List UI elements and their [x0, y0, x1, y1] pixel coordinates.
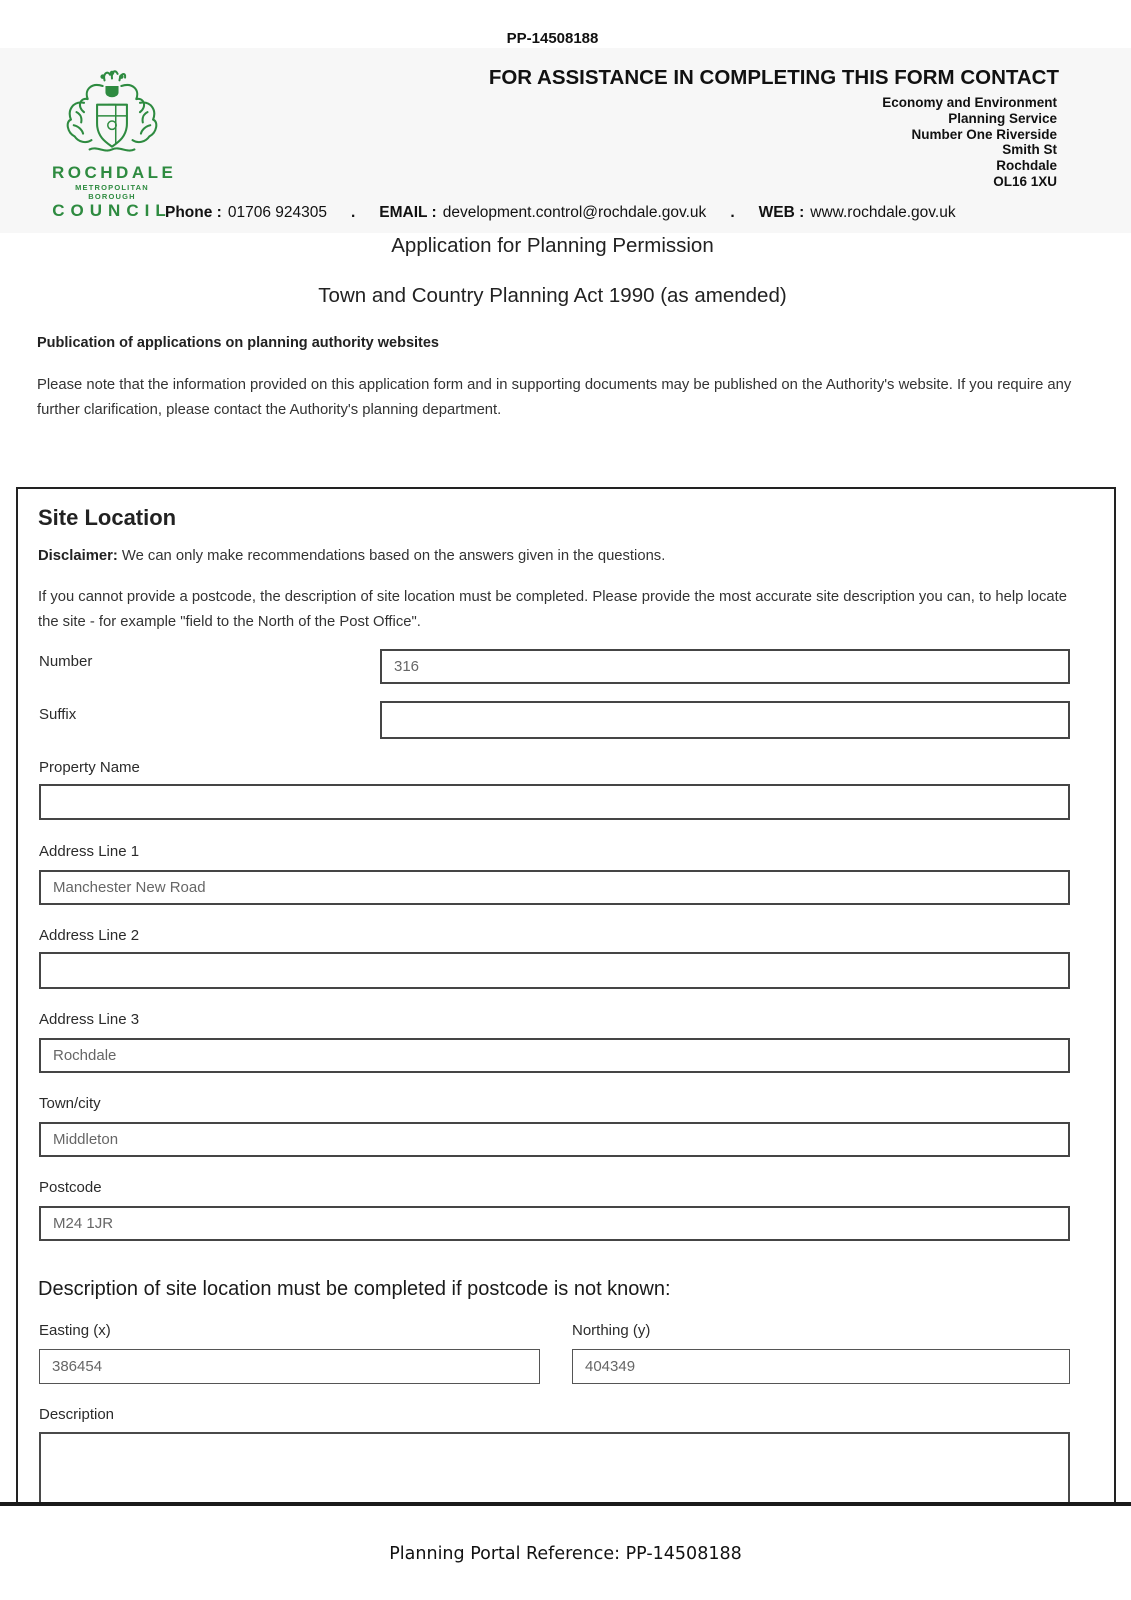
- page-break-separator: [0, 1502, 1131, 1506]
- site-location-section: [16, 487, 1116, 1503]
- property-name-input[interactable]: [39, 784, 1070, 820]
- postcode-input[interactable]: [39, 1206, 1070, 1241]
- assistance-title: FOR ASSISTANCE IN COMPLETING THIS FORM CONTACT: [488, 66, 1059, 89]
- address-line: Planning Service: [948, 110, 1057, 126]
- disclaimer-label: Disclaimer:: [38, 548, 118, 564]
- address-line-1-label: Address Line 1: [39, 843, 140, 860]
- town-city-label: Town/city: [39, 1095, 101, 1112]
- disclaimer-text: [38, 548, 665, 564]
- phone-value: 01706 924305: [227, 204, 327, 221]
- address-line-1-input[interactable]: [39, 870, 1070, 905]
- postcode-label: Postcode: [39, 1179, 102, 1196]
- phone-label: Phone :: [165, 204, 222, 221]
- email-label: EMAIL :: [379, 204, 437, 221]
- separator-dot: .: [350, 204, 356, 221]
- planning-portal-reference-footer: Planning Portal Reference: PP-14508188: [389, 1544, 742, 1564]
- disclaimer-body: We can only make recommendations based on the answers given in the questions.: [117, 548, 666, 564]
- rochdale-council-logo: [52, 66, 177, 221]
- number-label: Number: [39, 653, 93, 670]
- email-value: development.control@rochdale.gov.uk: [442, 204, 707, 221]
- town-city-input[interactable]: [39, 1122, 1070, 1157]
- property-name-label: Property Name: [39, 759, 140, 776]
- site-location-intro: If you cannot provide a postcode, the description of site location must be completed. Please provide the most accurate site description you can, to help locate the site - for example "field to the North of the Post Office".: [38, 589, 1067, 630]
- site-location-heading: Site Location: [38, 505, 177, 530]
- logo-text-rochdale: ROCHDALE: [52, 163, 177, 182]
- suffix-input[interactable]: [380, 701, 1070, 739]
- contact-line: [165, 204, 1065, 222]
- address-line-2-input[interactable]: [39, 952, 1070, 989]
- address-line-2-label: Address Line 2: [39, 927, 140, 944]
- description-label: Description: [39, 1406, 115, 1423]
- northing-label: Northing (y): [572, 1322, 651, 1339]
- logo-text-metropolitan-borough: METROPOLITAN BOROUGH: [75, 183, 149, 201]
- easting-input[interactable]: [39, 1349, 540, 1384]
- publication-body: Please note that the information provided on this application form and in supporting documents may be published on the Authority's website. If you require any further clarification, please contact the Authority's planning department.: [37, 377, 1072, 418]
- address-line: OL16 1XU: [993, 173, 1057, 189]
- suffix-label: Suffix: [39, 706, 77, 723]
- web-label: WEB :: [758, 204, 805, 221]
- easting-label: Easting (x): [39, 1322, 111, 1339]
- address-line: Number One Riverside: [911, 126, 1057, 142]
- address-line-3-label: Address Line 3: [39, 1011, 140, 1028]
- description-textarea[interactable]: [39, 1432, 1070, 1503]
- address-line: Smith St: [1002, 142, 1057, 158]
- number-input[interactable]: [380, 649, 1070, 684]
- logo-text-council: COUNCIL: [52, 201, 172, 220]
- address-line-3-input[interactable]: [39, 1038, 1070, 1073]
- address-line: Rochdale: [996, 158, 1057, 174]
- address-line: Economy and Environment: [882, 95, 1057, 110]
- form-title: Application for Planning Permission: [391, 234, 714, 257]
- separator-dot: .: [730, 204, 735, 221]
- web-value: www.rochdale.gov.uk: [810, 204, 956, 221]
- publication-heading: Publication of applications on planning authority websites: [37, 335, 439, 351]
- northing-input[interactable]: [572, 1349, 1070, 1384]
- form-subtitle: Town and Country Planning Act 1990 (as amended): [318, 284, 787, 307]
- assistance-address-block: [882, 95, 1057, 190]
- top-reference-number: PP-14508188: [506, 30, 599, 47]
- description-section-heading: Description of site location must be completed if postcode is not known:: [38, 1278, 671, 1300]
- council-crest-icon: [52, 66, 172, 162]
